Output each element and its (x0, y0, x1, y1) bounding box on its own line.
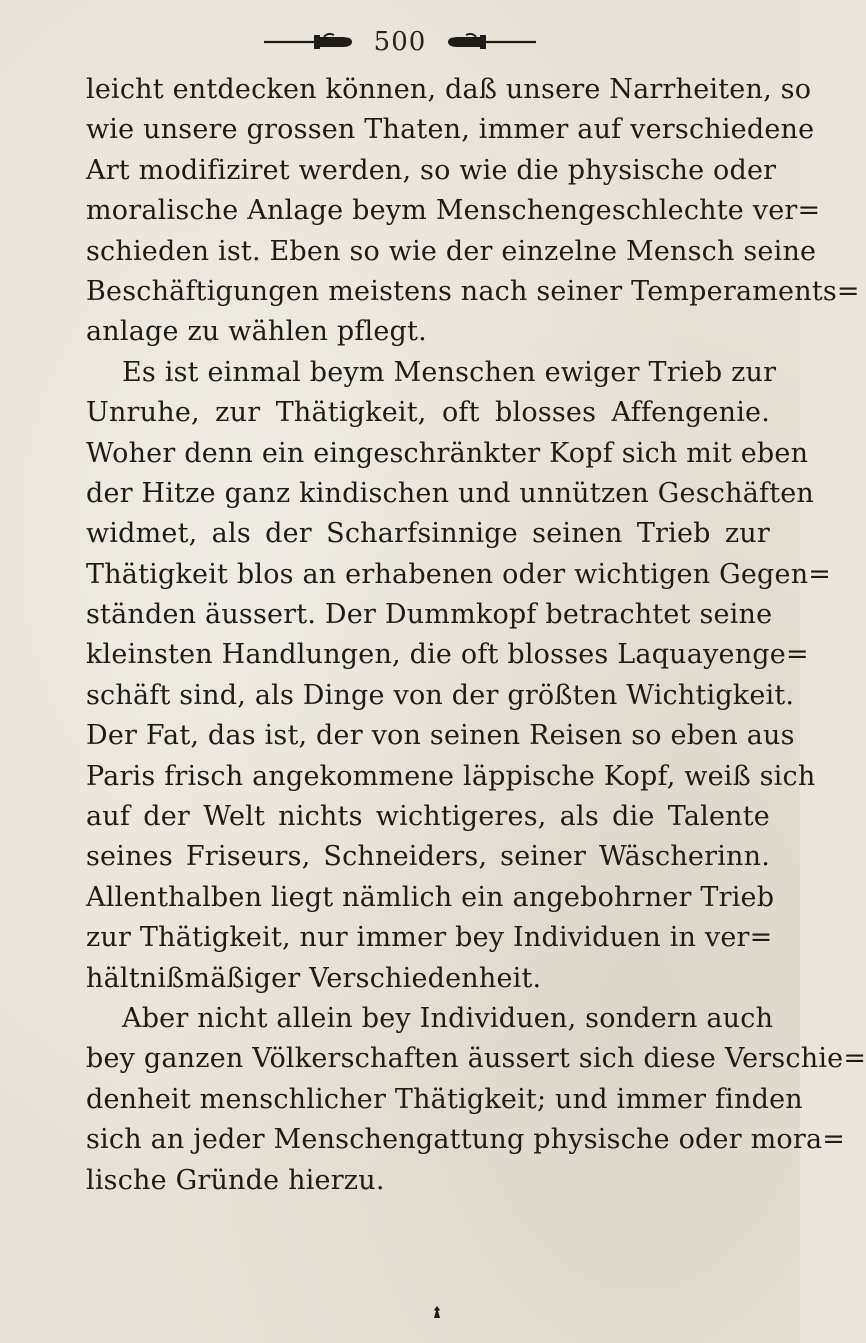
text-line: ständen äussert. Der Dummkopf betrachtet seine (86, 599, 773, 631)
text-line: leicht entdecken können, daß unsere Narrheiten, so (86, 74, 812, 105)
text-line: lische Gründe hierzu. (86, 1164, 385, 1196)
text-line: auf der Welt nichts wichtigeres, als die Talente (86, 801, 770, 833)
text-line: zur Thätigkeit, nur immer bey Individuen in ver= (86, 922, 773, 954)
text-line: seines Friseurs, Schneiders, seiner Wäscherinn. (86, 841, 770, 873)
text-line: wie unsere grossen Thaten, immer auf verschiedene (86, 114, 815, 146)
text-line: anlage zu wählen pflegt. (86, 316, 427, 348)
text-line: Paris frisch angekommene läppische Kopf, weiß sich (86, 760, 816, 792)
text-line: Art modifiziret werden, so wie die physische oder (86, 154, 777, 186)
text-line: Unruhe, zur Thätigkeit, oft blosses Affengenie. (86, 397, 770, 429)
text-line: der Hitze ganz kindischen und unnützen Geschäften (86, 477, 815, 509)
printer-mark-icon (432, 1305, 442, 1319)
hand-pointing-right-ornament-icon (262, 32, 358, 52)
text-line: schäft sind, als Dinge von der größten Wichtigkeit. (86, 679, 795, 711)
page-number: 500 (373, 27, 427, 57)
text-line: sich an jeder Menschengattung physische oder mora= (86, 1124, 846, 1156)
text-line: schieden ist. Eben so wie der einzelne Mensch seine (86, 235, 817, 267)
text-line: Allenthalben liegt nämlich ein angebohrner Trieb (86, 881, 775, 913)
body-text (86, 70, 866, 1201)
text-line: Beschäftigungen meistens nach seiner Temperaments= (86, 275, 860, 307)
text-line: Thätigkeit blos an erhabenen oder wichtigen Gegen= (86, 558, 832, 590)
text-line: Der Fat, das ist, der von seinen Reisen so eben aus (86, 720, 795, 752)
text-line: Aber nicht allein bey Individuen, sondern auch (122, 1002, 774, 1034)
text-line: moralische Anlage beym Menschengeschlechte ver= (86, 195, 821, 227)
text-line: bey ganzen Völkerschaften äussert sich diese Verschie= (86, 1043, 866, 1075)
text-line: denheit menschlicher Thätigkeit; und immer finden (86, 1083, 803, 1115)
page-header (0, 24, 800, 60)
text-line: Woher denn ein eingeschränkter Kopf sich mit eben (86, 437, 809, 469)
hand-pointing-left-ornament-icon (442, 32, 538, 52)
text-line: widmet, als der Scharfsinnige seinen Trieb zur (86, 518, 770, 550)
text-line: Es ist einmal beym Menschen ewiger Trieb zur (122, 356, 777, 388)
text-line: kleinsten Handlungen, die oft blosses Laquayenge= (86, 639, 809, 671)
text-line: hältnißmäßiger Verschiedenheit. (86, 962, 542, 994)
